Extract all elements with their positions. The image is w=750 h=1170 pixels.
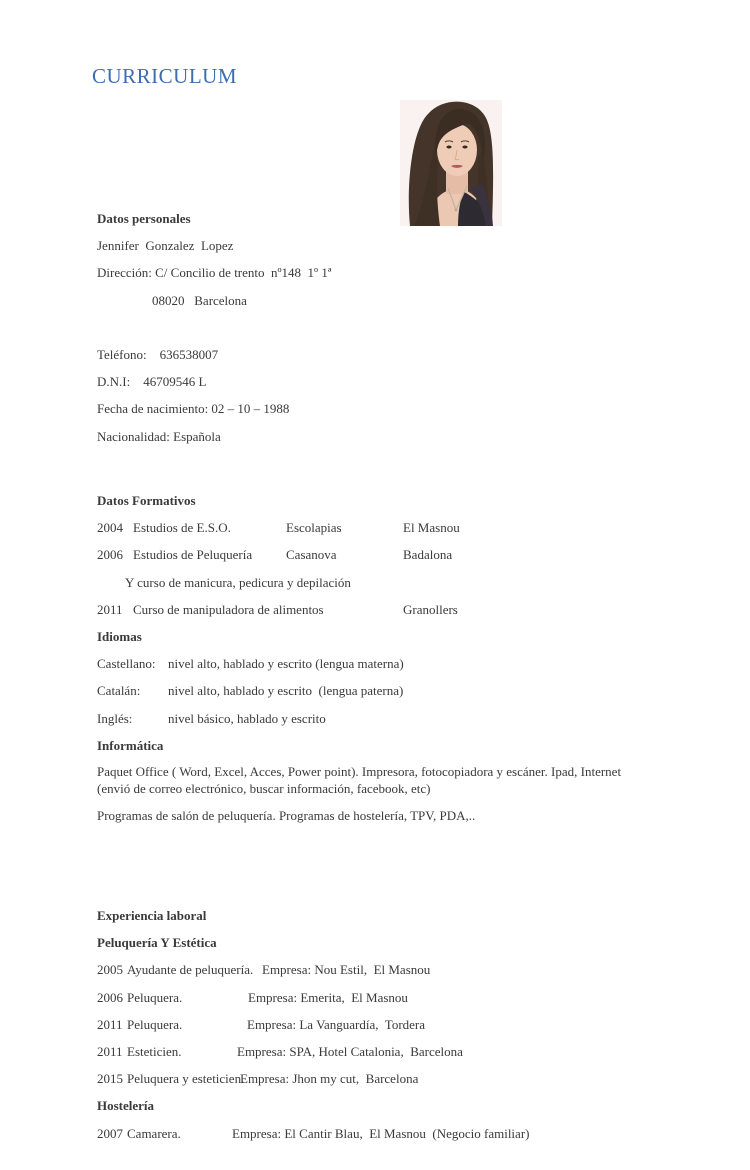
experiencia-row [97,1065,529,1092]
experiencia-year: 2011 [97,1016,123,1032]
datos-formativos-heading: Datos Formativos [97,493,196,508]
idioma-desc: nivel básico, hablado y escrito [168,710,326,726]
experiencia-empresa: Empresa: Jhon my cut, Barcelona [240,1071,419,1087]
page-title: CURRICULUM [92,64,238,88]
experiencia-empresa: Empresa: El Cantir Blau, El Masnou (Negocio familiar) [232,1125,530,1141]
formativos-row [97,514,460,541]
experiencia-heading: Experiencia laboral [97,908,207,923]
personal-birthdate: Fecha de nacimiento: 02 – 10 – 1988 [97,401,290,417]
formativos-title: Estudios de E.S.O. [133,520,231,536]
experiencia-row [97,1011,529,1038]
experiencia-role: Peluquera y esteticien. [127,1071,245,1087]
personal-address-line2: 08020 Barcelona [152,292,247,308]
formativos-school: Escolapias [286,520,342,536]
experiencia-role: Peluquera. [127,1016,183,1032]
section-datos-personales [97,205,331,314]
experiencia-year: 2005 [97,962,123,978]
experiencia-row [97,1038,529,1065]
formativos-year: 2004 [97,520,123,536]
experiencia-year: 2007 [97,1125,123,1141]
experiencia-empresa: Empresa: Emerita, El Masnou [248,989,408,1005]
informatica-heading: Informática [97,737,164,753]
datos-personales-heading: Datos personales [97,211,191,226]
experiencia-year: 2011 [97,1044,123,1060]
informatica-paragraph [97,763,621,798]
idioma-row [97,677,460,704]
idioma-desc: nivel alto, hablado y escrito (lengua materna) [168,656,404,672]
experiencia-sub-peluqueria: Peluquería Y Estética [97,935,217,951]
idiomas-heading: Idiomas [97,629,142,645]
section-datos-formativos [97,487,460,759]
personal-name: Jennifer Gonzalez Lopez [97,238,234,254]
experiencia-empresa: Empresa: SPA, Hotel Catalonia, Barcelona [237,1044,463,1060]
experiencia-role: Camarera. [127,1125,181,1141]
experiencia-empresa: Empresa: Nou Estil, El Masnou [262,962,431,978]
idioma-lang: Inglés: [97,710,133,726]
idioma-row [97,705,460,732]
formativos-row [97,541,460,568]
section-experiencia-laboral [97,902,529,1147]
informatica-paragraph2 [97,802,475,829]
portrait-photo [400,100,502,226]
informatica-text-programas: Programas de salón de peluquería. Programas de hostelería, TPV, PDA,.. [97,808,476,823]
idioma-desc: nivel alto, hablado y escrito (lengua paterna) [168,683,404,699]
experiencia-row [97,956,529,983]
formativos-city: Granollers [403,601,458,617]
personal-phone: Teléfono: 636538007 [97,347,219,362]
experiencia-year: 2015 [97,1071,123,1087]
formativos-city: El Masnou [403,520,460,536]
formativos-year: 2006 [97,547,123,563]
idioma-lang: Castellano: [97,656,156,672]
experiencia-empresa: Empresa: La Vanguardía, Tordera [247,1016,426,1032]
section-contact [97,341,289,450]
informatica-text-line2: (envió de correo electrónico, buscar información, facebook, etc) [97,781,431,797]
formativos-row [97,596,460,623]
experiencia-role: Esteticien. [127,1044,182,1060]
idioma-row [97,650,460,677]
experiencia-sub-hosteleria: Hostelería [97,1098,155,1114]
formativos-year: 2011 [97,601,123,617]
experiencia-row [97,1120,529,1147]
formativos-note: Y curso de manicura, pedicura y depilación [125,574,351,590]
formativos-title: Curso de manipuladora de alimentos [133,601,324,617]
experiencia-row [97,984,529,1011]
idioma-lang: Catalán: [97,683,141,699]
formativos-city: Badalona [403,547,453,563]
formativos-school: Casanova [286,547,337,563]
experiencia-role: Ayudante de peluquería. [127,962,254,978]
personal-address-line1: Dirección: C/ Concilio de trento nº148 1º 1ª [97,265,332,281]
formativos-title: Estudios de Peluquería [133,547,253,563]
personal-dni: D.N.I: 46709546 L [97,374,207,390]
experiencia-year: 2006 [97,989,123,1005]
personal-nationality: Nacionalidad: Española [97,428,221,444]
experiencia-role: Peluquera. [127,989,183,1005]
informatica-text-line1: Paquet Office ( Word, Excel, Acces, Power point). Impresora, fotocopiadora y escáner. Ipad, Internet [97,764,622,779]
